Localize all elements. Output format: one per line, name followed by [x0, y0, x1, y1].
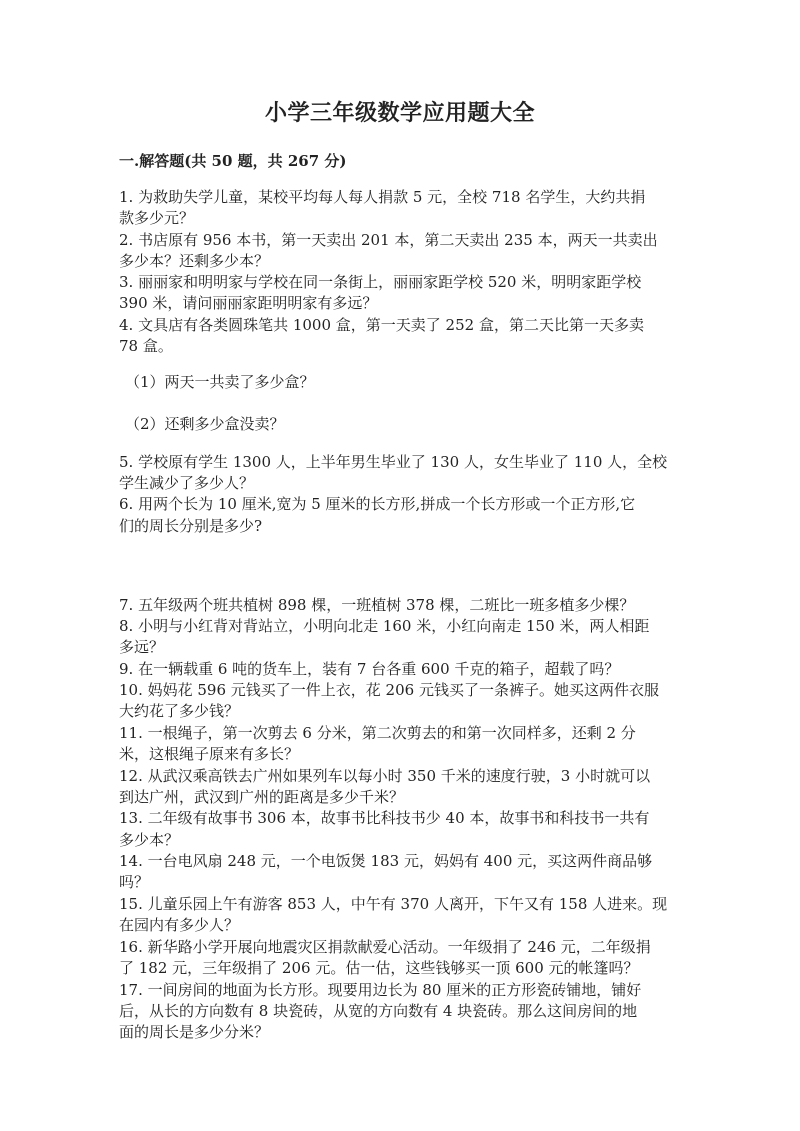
section-heading: 一.解答题(共 50 题，共 267 分): [119, 152, 347, 170]
problem-line: 6. 用两个长为 10 厘米,宽为 5 厘米的长方形,拼成一个长方形或一个正方形,它: [119, 495, 636, 513]
problem-line: 大约花了多少钱？: [119, 702, 240, 720]
problem-line: 到达广州，武汉到广州的距离是多少千米？: [119, 788, 405, 806]
problem-line: 款多少元？: [119, 209, 195, 227]
problem-line: 11. 一根绳子，第一次剪去 6 分米，第二次剪去的和第一次同样多，还剩 2 分: [119, 724, 636, 742]
problem-line: 1. 为救助失学儿童，某校平均每人每人捐款 5 元，全校 718 名学生，大约共捐: [119, 188, 646, 206]
problem-line: 14. 一台电风扇 248 元，一个电饭煲 183 元，妈妈有 400 元，买这两件商品够: [119, 852, 653, 870]
problem-line: 10. 妈妈花 596 元钱买了一件上衣，花 206 元钱买了一条裤子。她买这两件衣服: [119, 681, 659, 699]
problem-line: 面的周长是多少分米？: [119, 1023, 270, 1041]
problem-line: 16. 新华路小学开展向地震灾区捐款献爱心活动。一年级捐了 246 元，二年级捐: [119, 938, 651, 956]
problem-line: 吗？: [119, 873, 150, 891]
problem-line: 390 米，请问丽丽家距明明家有多远？: [119, 294, 378, 312]
problem-line: 17. 一间房间的地面为长方形。现要用边长为 80 厘米的正方形瓷砖铺地，铺好: [119, 981, 642, 999]
problem-line: 4. 文具店有各类圆珠笔共 1000 盒，第一天卖了 252 盒，第二天比第一天多卖: [119, 316, 644, 334]
problem-line: 多少本？: [119, 831, 180, 849]
problem-line: 后，从长的方向数有 8 块瓷砖，从宽的方向数有 4 块瓷砖。那么这间房间的地: [119, 1002, 638, 1020]
sub-question: （2）还剩多少盒没卖？: [125, 415, 285, 433]
problem-line: 3. 丽丽家和明明家与学校在同一条街上，丽丽家距学校 520 米，明明家距学校: [119, 273, 642, 291]
problem-line: 们的周长分别是多少?: [119, 517, 263, 535]
sub-question: （1）两天一共卖了多少盒？: [125, 373, 315, 391]
problem-line: 13. 二年级有故事书 306 本，故事书比科技书少 40 本，故事书和科技书一共有: [119, 809, 650, 827]
problem-line: 米，这根绳子原来有多长？: [119, 745, 300, 763]
problem-line: 5. 学校原有学生 1300 人，上半年男生毕业了 130 人，女生毕业了 110 人，全校: [119, 453, 668, 471]
problem-line: 2. 书店原有 956 本书，第一天卖出 201 本，第二天卖出 235 本，两天一共卖出: [119, 231, 658, 249]
page-title: 小学三年级数学应用题大全: [264, 100, 535, 126]
problem-line: 7. 五年级两个班共植树 898 棵，一班植树 378 棵，二班比一班多植多少棵？: [119, 596, 635, 614]
problem-line: 12. 从武汉乘高铁去广州如果列车以每小时 350 千米的速度行驶，3 小时就可以: [119, 767, 651, 785]
problem-line: 78 盒。: [119, 337, 173, 355]
problem-line: 了 182 元，三年级捐了 206 元。估一估，这些钱够买一顶 600 元的帐篷吗？: [119, 959, 639, 977]
problem-line: 学生减少了多少人？: [119, 474, 255, 492]
problem-line: 8. 小明与小红背对背站立，小明向北走 160 米，小红向南走 150 米，两人相距: [119, 617, 650, 635]
problem-line: 在园内有多少人？: [119, 916, 240, 934]
problem-line: 多远？: [119, 638, 165, 656]
problem-line: 9. 在一辆载重 6 吨的货车上，装有 7 台各重 600 千克的箱子，超载了吗？: [119, 660, 620, 678]
problem-line: 15. 儿童乐园上午有游客 853 人，中午有 370 人离开，下午又有 158 人进来。现: [119, 895, 668, 913]
problem-line: 多少本？还剩多少本？: [119, 252, 270, 270]
